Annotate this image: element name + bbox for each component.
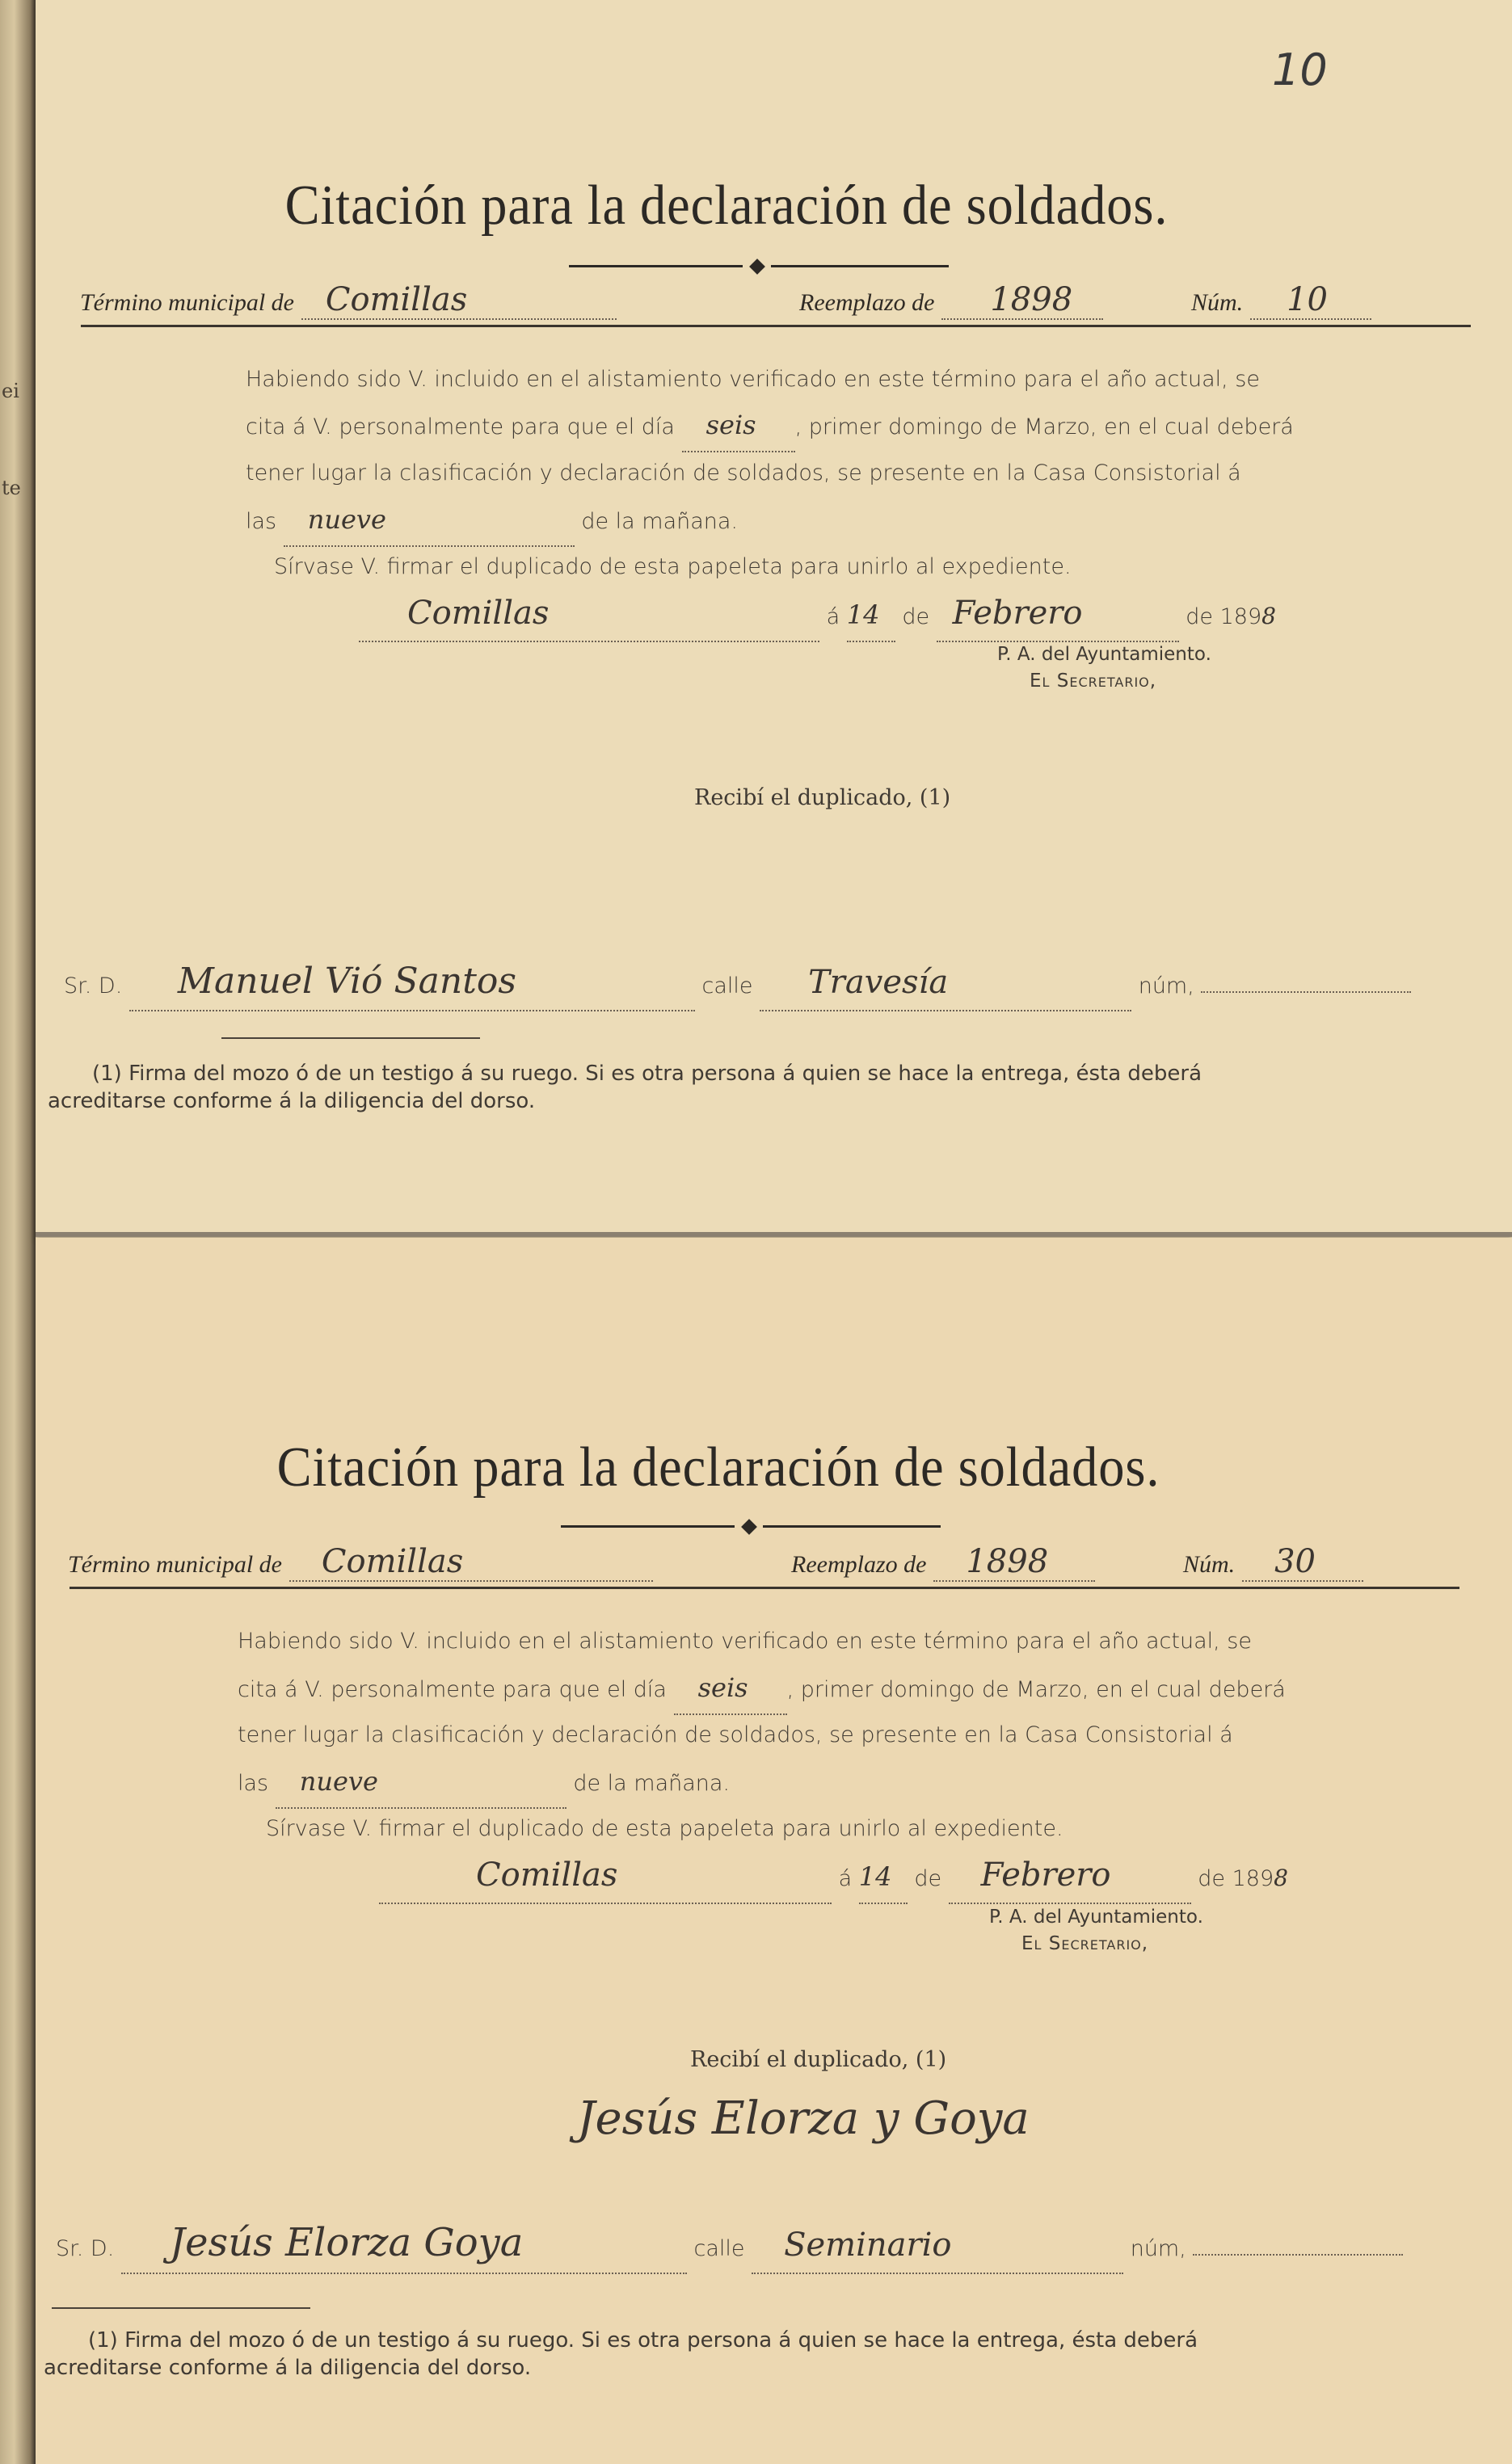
num-value: 10 [1287, 281, 1328, 318]
body-line-3: tener lugar la clasificación y declaración de soldados, se presente en la Casa Consistorial á [238, 1722, 1233, 1747]
place-value: Comillas [407, 595, 550, 632]
body-line-3: tener lugar la clasificación y declaración de soldados, se presente en la Casa Consistorial á [246, 460, 1241, 486]
edge-fragment: te [2, 477, 21, 499]
footnote-line-2: acreditarse conforme á la diligencia del dorso. [44, 2356, 532, 2380]
hora-value: nueve [299, 1766, 378, 1797]
recipient-line: Sr. D. Manuel Vió Santos calle Travesía núm, [64, 957, 1411, 1011]
body-line-4: las nueve de la mañana. [246, 496, 738, 547]
date-line: Comillas á 14 de Febrero de 1898 [379, 1852, 1288, 1904]
num-line [1183, 1543, 1363, 1582]
header-rule [69, 1587, 1459, 1589]
reemplazo-value: 1898 [966, 1543, 1049, 1580]
body-line-1: Habiendo sido V. incluido en el alistamiento verificado en este término para el año actual, se [238, 1629, 1252, 1654]
reemplazo-line [791, 1543, 1095, 1582]
recipient-name: Manuel Vió Santos [177, 961, 516, 1002]
body-line-4: las nueve de la mañana. [238, 1758, 730, 1809]
year-suffix: 8 [1274, 1865, 1288, 1891]
citation-form-2 [36, 1238, 1512, 2464]
signature-ayuntamiento: P. A. del Ayuntamiento. [997, 644, 1211, 665]
day-value: 14 [858, 1861, 892, 1892]
form-title: Citación para la declaración de soldados. [284, 174, 1169, 237]
edge-fragment: ei [2, 380, 19, 402]
num-label: Núm. [1191, 289, 1244, 316]
footnote-line-2: acreditarse conforme á la diligencia del dorso. [48, 1089, 536, 1113]
hora-value: nueve [307, 504, 386, 535]
recipient-name: Jesús Elorza Goya [169, 2220, 524, 2265]
header-line [80, 281, 617, 320]
binding-edge [0, 0, 36, 2464]
termino-label: Término municipal de [68, 1551, 282, 1578]
date-line: Comillas á 14 de Febrero de 1898 [359, 590, 1276, 642]
body-line-5: Sírvase V. firmar el duplicado de esta papeleta para unirlo al expediente. [274, 554, 1072, 579]
place-value: Comillas [476, 1856, 618, 1894]
form-title: Citación para la declaración de soldados. [276, 1436, 1160, 1499]
num-label: Núm. [1183, 1551, 1236, 1578]
recipient-signature: Jesús Elorza y Goya [577, 2092, 1030, 2145]
recibi-label: Recibí el duplicado, (1) [694, 785, 951, 810]
citation-form-1 [36, 0, 1512, 1237]
dia-value: seis [705, 410, 756, 440]
title-ornament [561, 1517, 941, 1537]
signature-secretario: El Secretario, [1021, 1933, 1149, 1954]
num-line [1191, 281, 1371, 320]
termino-label: Término municipal de [80, 289, 294, 316]
calle-value: Seminario [784, 2226, 952, 2264]
num-value: 30 [1274, 1543, 1316, 1580]
reemplazo-value: 1898 [990, 281, 1073, 318]
recipient-line: Sr. D. Jesús Elorza Goya calle Seminario núm, [56, 2219, 1403, 2274]
title-ornament [569, 257, 949, 276]
calle-value: Travesía [808, 964, 949, 1001]
body-line-5: Sírvase V. firmar el duplicado de esta papeleta para unirlo al expediente. [266, 1816, 1063, 1841]
termino-value: Comillas [325, 281, 468, 318]
body-line-1: Habiendo sido V. incluido en el alistamiento verificado en este término para el año actual, se [246, 367, 1260, 392]
footnote-line-1: (1) Firma del mozo ó de un testigo á su ruego. Si es otra persona á quien se hace la entrega, ésta deberá [92, 1062, 1202, 1086]
month-value: Febrero [980, 1856, 1111, 1894]
header-rule [81, 325, 1471, 327]
termino-value: Comillas [321, 1543, 464, 1580]
reemplazo-label: Reemplazo de [799, 289, 935, 316]
year-suffix: 8 [1261, 603, 1276, 629]
day-value: 14 [846, 599, 880, 630]
month-value: Febrero [952, 595, 1083, 632]
footnote-rule [221, 1037, 480, 1039]
signature-secretario: El Secretario, [1030, 671, 1157, 692]
signature-ayuntamiento: P. A. del Ayuntamiento. [989, 1907, 1203, 1928]
footnote-rule [52, 2307, 310, 2309]
header-line [68, 1543, 653, 1582]
footnote-line-1: (1) Firma del mozo ó de un testigo á su ruego. Si es otra persona á quien se hace la entrega, ésta deberá [88, 2328, 1198, 2353]
dia-value: seis [697, 1672, 748, 1703]
reemplazo-label: Reemplazo de [791, 1551, 927, 1578]
page-number: 10 [1272, 44, 1328, 95]
body-line-2: cita á V. personalmente para que el día seis , primer domingo de Marzo, en el cual deberá [238, 1664, 1286, 1715]
body-line-2: cita á V. personalmente para que el día seis , primer domingo de Marzo, en el cual deberá [246, 402, 1294, 452]
reemplazo-line [799, 281, 1103, 320]
recibi-label: Recibí el duplicado, (1) [690, 2047, 947, 2072]
